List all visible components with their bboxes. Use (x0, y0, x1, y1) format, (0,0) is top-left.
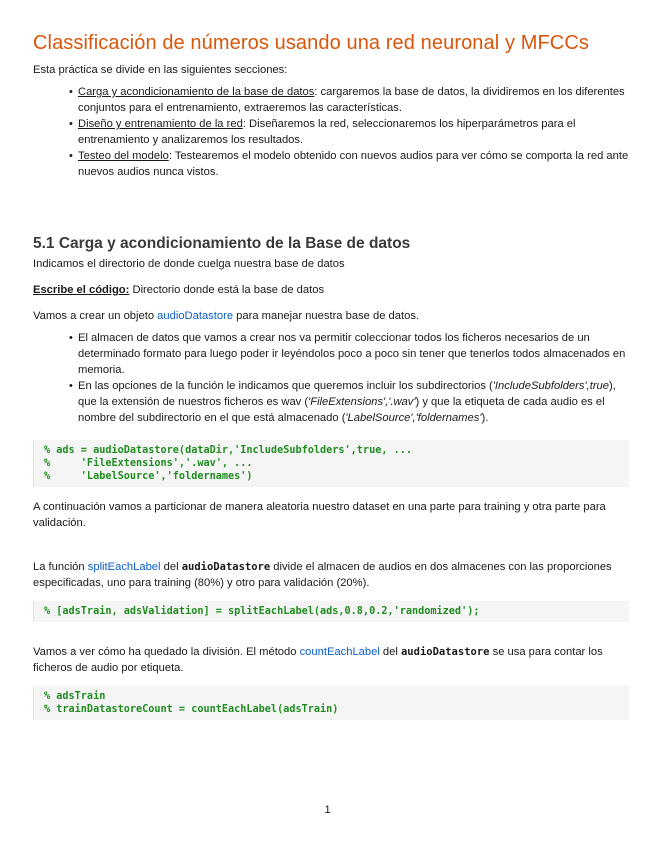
paragraph: A continuación vamos a particionar de manera aleatoria nuestro dataset en una parte para training y otra parte para validación. (33, 501, 606, 529)
option-text: 'FileExtensions','.wav' (308, 396, 416, 408)
option-text: 'LabelSource','foldernames' (345, 412, 482, 424)
text: Vamos a crear un objeto (33, 310, 158, 322)
escribe-label: Escribe el código: (33, 284, 130, 296)
text: para manejar nuestra base de datos. (233, 310, 420, 322)
spliteachlabel-link[interactable]: splitEachLabel (87, 561, 161, 573)
paragraph (33, 282, 629, 298)
list-item-body: : cargaremos la base de datos, la dividiremos en los diferentes conjuntos para el entrenamiento, extraeremos las características. (78, 86, 625, 114)
list-item: • El almacen de datos que vamos a crear nos va permitir coleccionar todos los ficheros necesarios de un determinado formato para luego poder ir leyéndolos poco a poco sin tener que tenerlos todos almacenados en memoria. (33, 330, 629, 378)
object-name: audioDatastore (181, 561, 271, 573)
text: ) y que la etiqueta de cada audio es el nombre del subdirectorio en el que está almacenado ( (78, 396, 605, 424)
text: del (379, 646, 401, 658)
intro-text: Esta práctica se divide en las siguientes secciones: (33, 64, 288, 76)
list-item-head: Testeo del modelo (78, 150, 169, 162)
list-item-body: : Testearemos el modelo obtenido con nuevos audios para ver cómo se comporta la red ante nuevos audios nunca vistos. (78, 150, 629, 178)
text: ), que la extensión de nuestros ficheros es wav ( (78, 380, 616, 408)
paragraph (33, 644, 629, 676)
page-number: 1 (324, 804, 331, 816)
list-item-body: : Diseñaremos la red, seleccionaremos los hiperparámetros para el entrenamiento y analizaremos los resultados. (78, 118, 576, 146)
list-item (33, 378, 629, 426)
document-page (33, 30, 629, 720)
text: ). (481, 412, 489, 424)
paragraph (33, 308, 629, 324)
code-block[interactable]: % [adsTrain, adsValidation] = splitEachLabel(ads,0.8,0.2,'randomized'); (33, 601, 629, 622)
page-title: Classificación de números usando una red neuronal y MFCCs (33, 32, 589, 54)
code-block[interactable]: % ads = audioDatastore(dataDir,'IncludeSubfolders',true, ... % 'FileExtensions','.wav', ... % 'LabelSource','foldernames') (33, 440, 629, 487)
code-block[interactable]: % adsTrain % trainDatastoreCount = countEachLabel(adsTrain) (33, 686, 629, 720)
text: se usa para contar los ficheros de audio por etiqueta. (33, 646, 603, 674)
audiodatastore-link[interactable]: audioDatastore (157, 310, 234, 322)
section-heading: 5.1 Carga y acondicionamiento de la Base de datos (33, 235, 411, 252)
paragraph (33, 559, 629, 591)
datastore-list (33, 330, 629, 426)
text: La función (33, 561, 88, 573)
paragraph: Indicamos el directorio de donde cuelga nuestra base de datos (33, 258, 345, 270)
text: En las opciones de la función le indicamos que queremos incluir los subdirectorios ( (78, 380, 493, 392)
list-item-head: Diseño y entrenamiento de la red (78, 118, 243, 130)
text: del (160, 561, 182, 573)
object-name: audioDatastore (400, 646, 490, 658)
escribe-text: Directorio donde está la base de datos (129, 284, 325, 296)
list-item (33, 148, 629, 180)
counteachlabel-link[interactable]: countEachLabel (299, 646, 380, 658)
list-item (33, 84, 629, 116)
option-text: 'IncludeSubfolders',true (492, 380, 609, 392)
list-item-head: Carga y acondicionamiento de la base de datos (78, 86, 315, 98)
sections-list (33, 84, 629, 180)
list-item (33, 116, 629, 148)
text: divide el almacen de audios en dos almacenes con las proporciones especificadas, uno para training (80%) y otro para validación (20%). (33, 561, 612, 589)
text: Vamos a ver cómo ha quedado la división. El método (33, 646, 300, 658)
